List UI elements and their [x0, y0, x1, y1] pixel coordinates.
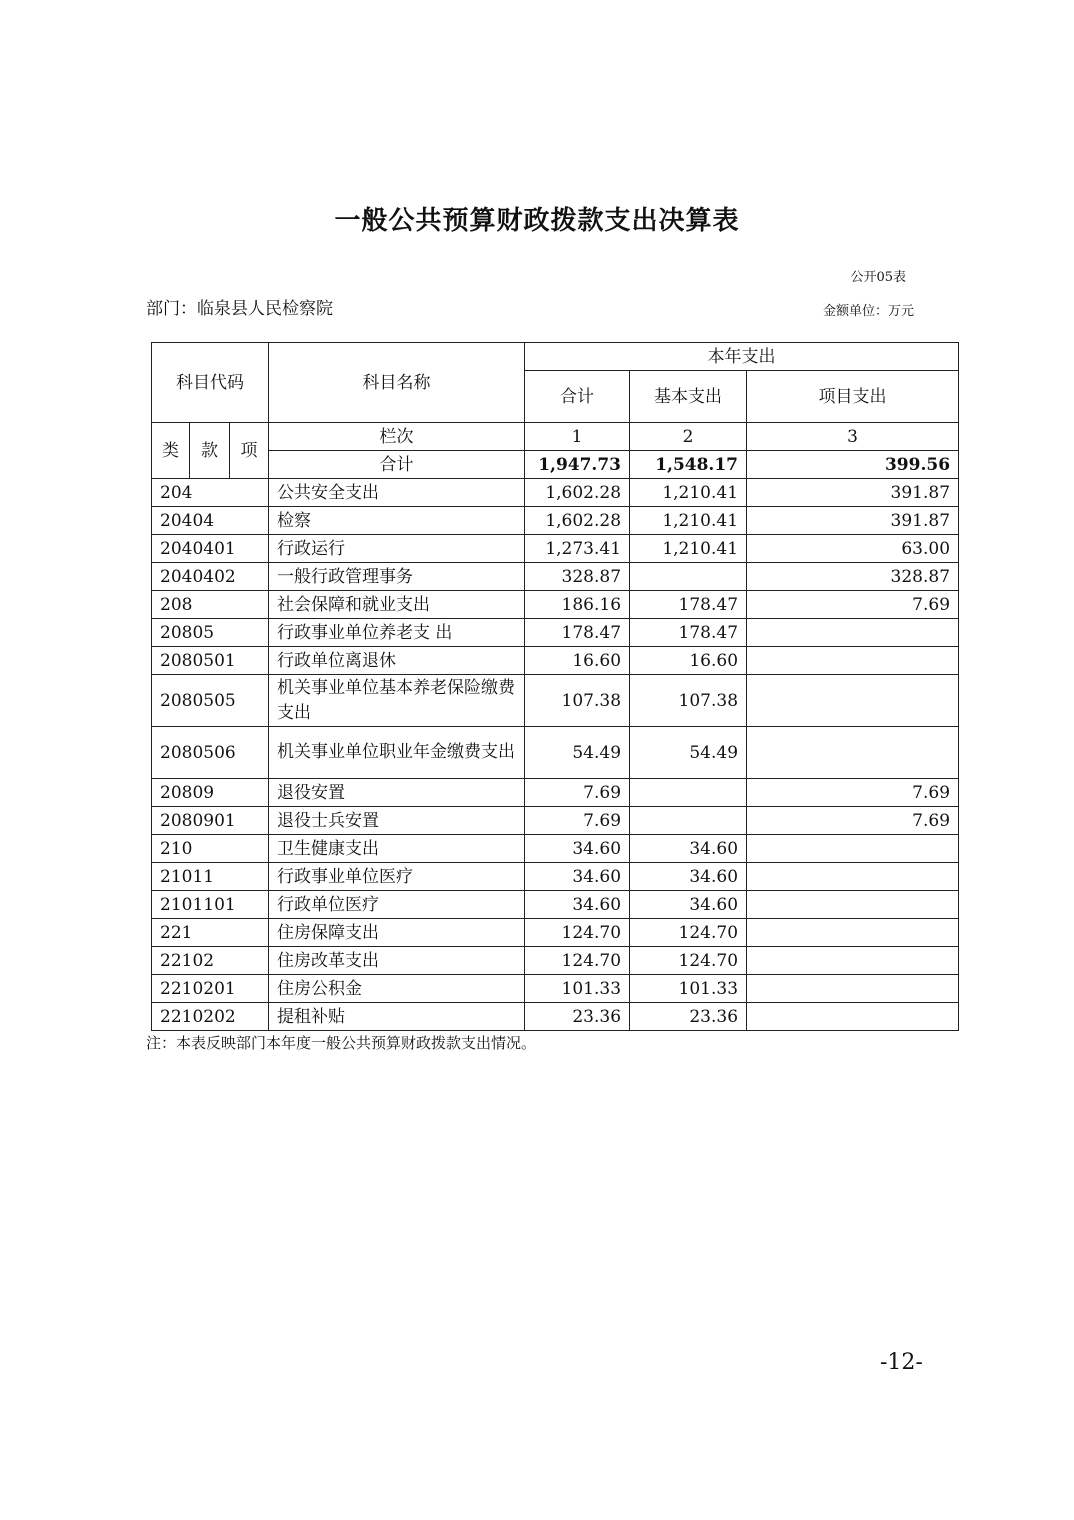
project-cell: 391.87 [747, 479, 959, 507]
subject-code: 210 [152, 835, 269, 863]
project-cell [747, 975, 959, 1003]
page-title: 一般公共预算财政拨款支出决算表 [334, 206, 740, 236]
table-row [152, 675, 959, 727]
project-cell [747, 863, 959, 891]
project-cell: 7.69 [747, 807, 959, 835]
total-cell: 34.60 [525, 863, 630, 891]
subject-name: 住房改革支出 [269, 947, 525, 975]
sum-row [152, 451, 959, 479]
project-cell [747, 919, 959, 947]
project-cell [747, 727, 959, 779]
header-lei: 类 [152, 423, 190, 479]
header-col1: 1 [525, 423, 630, 451]
basic-cell: 107.38 [630, 675, 747, 727]
basic-cell: 34.60 [630, 863, 747, 891]
subject-code: 20404 [152, 507, 269, 535]
total-cell: 186.16 [525, 591, 630, 619]
project-cell: 391.87 [747, 507, 959, 535]
unit-label: 金额单位：万元 [822, 304, 914, 319]
department-label: 部门：临泉县人民检察院 [146, 299, 333, 319]
subject-code: 2210201 [152, 975, 269, 1003]
basic-cell: 23.36 [630, 1003, 747, 1031]
subject-code: 221 [152, 919, 269, 947]
sum-total: 1,947.73 [525, 451, 630, 479]
table-row [152, 947, 959, 975]
basic-cell: 124.70 [630, 947, 747, 975]
basic-cell [630, 563, 747, 591]
subject-code: 2080505 [152, 675, 269, 727]
table-row [152, 835, 959, 863]
basic-cell: 101.33 [630, 975, 747, 1003]
header-lanci: 栏次 [269, 423, 525, 451]
sum-label: 合计 [269, 451, 525, 479]
total-cell: 23.36 [525, 1003, 630, 1031]
table-row [152, 507, 959, 535]
table-row [152, 919, 959, 947]
header-row-1 [152, 343, 959, 371]
subject-name: 行政单位离退休 [269, 647, 525, 675]
subject-name: 机关事业单位职业年金缴费支出 [269, 727, 525, 779]
project-cell: 7.69 [747, 591, 959, 619]
column-index-row [152, 423, 959, 451]
subject-name: 行政运行 [269, 535, 525, 563]
basic-cell [630, 779, 747, 807]
project-cell [747, 835, 959, 863]
table-note: 注：本表反映部门本年度一般公共预算财政拨款支出情况。 [146, 1034, 537, 1052]
subject-code: 2101101 [152, 891, 269, 919]
basic-cell [630, 807, 747, 835]
subject-name: 社会保障和就业支出 [269, 591, 525, 619]
subject-name: 行政事业单位医疗 [269, 863, 525, 891]
subject-name: 卫生健康支出 [269, 835, 525, 863]
table-row [152, 727, 959, 779]
subject-code: 21011 [152, 863, 269, 891]
total-cell: 107.38 [525, 675, 630, 727]
table-row [152, 891, 959, 919]
subject-name: 退役安置 [269, 779, 525, 807]
table-row [152, 863, 959, 891]
subject-code: 2080501 [152, 647, 269, 675]
project-cell [747, 647, 959, 675]
table-row [152, 479, 959, 507]
total-cell: 7.69 [525, 779, 630, 807]
subject-name: 住房公积金 [269, 975, 525, 1003]
header-col2: 2 [630, 423, 747, 451]
subject-name: 检察 [269, 507, 525, 535]
project-cell [747, 891, 959, 919]
total-cell: 124.70 [525, 947, 630, 975]
header-xiang: 项 [230, 423, 269, 479]
total-cell: 178.47 [525, 619, 630, 647]
total-cell: 124.70 [525, 919, 630, 947]
table-row [152, 647, 959, 675]
subject-name: 退役士兵安置 [269, 807, 525, 835]
table-row [152, 591, 959, 619]
header-project: 项目支出 [747, 371, 959, 423]
subject-code: 2210202 [152, 1003, 269, 1031]
subject-name: 住房保障支出 [269, 919, 525, 947]
basic-cell: 16.60 [630, 647, 747, 675]
subject-code: 2080901 [152, 807, 269, 835]
subject-code: 22102 [152, 947, 269, 975]
table-row [152, 779, 959, 807]
table-row [152, 1003, 959, 1031]
subject-name: 行政事业单位养老支 出 [269, 619, 525, 647]
subject-code: 208 [152, 591, 269, 619]
subject-name: 机关事业单位基本养老保险缴费支出 [269, 675, 525, 727]
header-year-expense: 本年支出 [525, 343, 959, 371]
project-cell [747, 1003, 959, 1031]
total-cell: 1,273.41 [525, 535, 630, 563]
subject-code: 204 [152, 479, 269, 507]
basic-cell: 34.60 [630, 891, 747, 919]
project-cell [747, 947, 959, 975]
total-cell: 328.87 [525, 563, 630, 591]
header-kuan: 款 [190, 423, 230, 479]
basic-cell: 34.60 [630, 835, 747, 863]
subject-code: 20805 [152, 619, 269, 647]
form-number: 公开05表 [850, 270, 906, 285]
page-number: -12- [880, 1350, 923, 1375]
subject-code: 2080506 [152, 727, 269, 779]
basic-cell: 178.47 [630, 619, 747, 647]
subject-name: 提租补贴 [269, 1003, 525, 1031]
table-row [152, 619, 959, 647]
basic-cell: 1,210.41 [630, 535, 747, 563]
sum-basic: 1,548.17 [630, 451, 747, 479]
subject-name: 行政单位医疗 [269, 891, 525, 919]
sum-project: 399.56 [747, 451, 959, 479]
basic-cell: 54.49 [630, 727, 747, 779]
project-cell: 7.69 [747, 779, 959, 807]
total-cell: 101.33 [525, 975, 630, 1003]
header-col3: 3 [747, 423, 959, 451]
header-name: 科目名称 [269, 343, 525, 423]
subject-name: 一般行政管理事务 [269, 563, 525, 591]
total-cell: 7.69 [525, 807, 630, 835]
header-total: 合计 [525, 371, 630, 423]
project-cell [747, 675, 959, 727]
basic-cell: 124.70 [630, 919, 747, 947]
total-cell: 34.60 [525, 891, 630, 919]
subject-code: 2040401 [152, 535, 269, 563]
total-cell: 16.60 [525, 647, 630, 675]
total-cell: 54.49 [525, 727, 630, 779]
basic-cell: 1,210.41 [630, 507, 747, 535]
basic-cell: 1,210.41 [630, 479, 747, 507]
project-cell [747, 619, 959, 647]
expense-table [151, 342, 959, 1031]
subject-name: 公共安全支出 [269, 479, 525, 507]
total-cell: 1,602.28 [525, 507, 630, 535]
header-basic: 基本支出 [630, 371, 747, 423]
subject-code: 20809 [152, 779, 269, 807]
project-cell: 63.00 [747, 535, 959, 563]
total-cell: 1,602.28 [525, 479, 630, 507]
basic-cell: 178.47 [630, 591, 747, 619]
header-code: 科目代码 [152, 343, 269, 423]
subject-code: 2040402 [152, 563, 269, 591]
table-row [152, 807, 959, 835]
table-row [152, 975, 959, 1003]
project-cell: 328.87 [747, 563, 959, 591]
total-cell: 34.60 [525, 835, 630, 863]
table-row [152, 563, 959, 591]
table-row [152, 535, 959, 563]
